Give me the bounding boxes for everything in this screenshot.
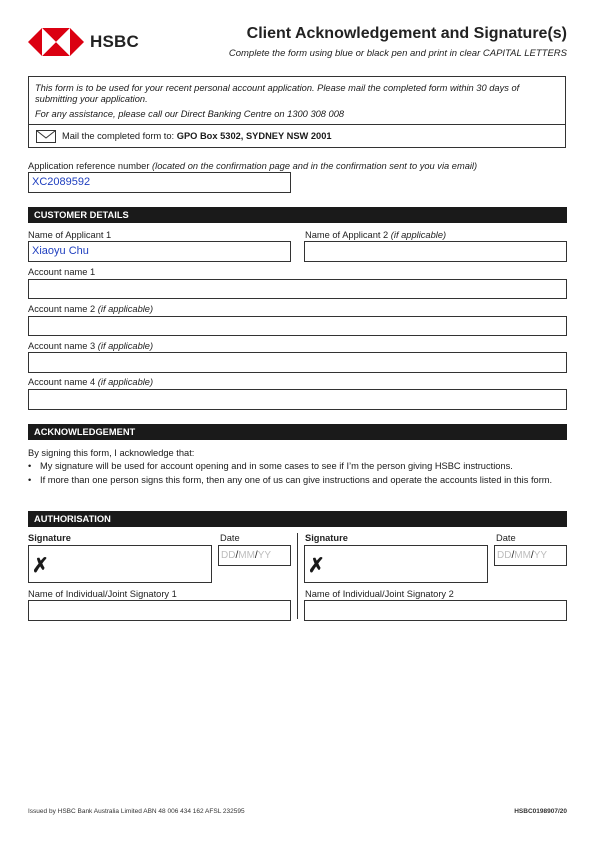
account2-label: Account name 2 (if applicable): [28, 304, 154, 314]
date2-yy: YY: [533, 550, 548, 561]
date1-yy: YY: [257, 550, 272, 561]
column-divider: [297, 533, 298, 619]
brand-name: HSBC: [90, 32, 139, 51]
signature2-label: Signature: [305, 533, 348, 543]
page-title: Client Acknowledgement and Signature(s): [246, 25, 567, 42]
bullet-dot-2: •: [28, 475, 32, 485]
acknowledgement-bullet-2: If more than one person signs this form, then any one of us can give instructions and operate the accounts listed in this form.: [40, 475, 553, 485]
hsbc-hexagon-logo: [28, 28, 84, 56]
page-subtitle: Complete the form using blue or black pen and print in clear CAPITAL LETTERS: [228, 48, 567, 59]
notice-intro: This form is to be used for your recent personal account application. Please mail the completed form within 30 days of submitting your application.: [35, 83, 520, 104]
signature2-x-mark: ✗: [308, 555, 325, 577]
acknowledgement-bullet-1: My signature will be used for account opening and in some cases to see if I’m the person giving HSBC instructions.: [40, 461, 513, 471]
section-authorisation: AUTHORISATION: [28, 511, 567, 527]
mail-label: Mail the completed form to:: [62, 131, 177, 141]
account4-label: Account name 4 (if applicable): [28, 377, 154, 387]
acknowledgement-intro: By signing this form, I acknowledge that:: [28, 448, 195, 458]
date1-mm: MM: [238, 550, 255, 561]
signature1-box[interactable]: [28, 545, 212, 583]
account3-field[interactable]: [28, 352, 567, 373]
date1-separator: /: [254, 550, 258, 561]
applicant1-label: Name of Applicant 1: [28, 230, 112, 240]
account3-label: Account name 3 (if applicable): [28, 341, 154, 351]
date1-separator: /: [235, 550, 239, 561]
bullet-dot-1: •: [28, 461, 32, 471]
signature1-x-mark: ✗: [32, 555, 49, 577]
date2-field[interactable]: [494, 545, 567, 566]
date2-label: Date: [496, 533, 516, 543]
date2-dd: DD: [497, 550, 512, 561]
account4-field[interactable]: [28, 389, 567, 410]
signature2-box[interactable]: [304, 545, 488, 583]
application-reference-field[interactable]: [28, 172, 291, 193]
date1-label: Date: [220, 533, 240, 543]
notice-divider: [29, 124, 565, 125]
account1-label: Account name 1: [28, 267, 96, 277]
date2-mm: MM: [514, 550, 531, 561]
signatory1-name-label: Name of Individual/Joint Signatory 1: [28, 589, 177, 599]
application-reference-value: XC2089592: [32, 176, 91, 188]
applicant2-label: Name of Applicant 2 (if applicable): [305, 230, 447, 240]
application-reference-hint: (located on the confirmation page and in the confirmation sent to you via email): [152, 161, 478, 171]
signature1-label: Signature: [28, 533, 71, 543]
applicant1-value: Xiaoyu Chu: [32, 245, 89, 257]
envelope-icon: [36, 130, 56, 143]
date1-dd: DD: [221, 550, 236, 561]
signatory1-name-field[interactable]: [28, 600, 291, 621]
section-acknowledgement: ACKNOWLEDGEMENT: [28, 424, 567, 440]
account1-field[interactable]: [28, 279, 567, 299]
date1-field[interactable]: [218, 545, 291, 566]
section-customer-details: CUSTOMER DETAILS: [28, 207, 567, 223]
mail-address: GPO Box 5302, SYDNEY NSW 2001: [176, 131, 332, 141]
notice-assistance: For any assistance, please call our Direct Banking Centre on 1300 308 008: [35, 109, 345, 119]
footer-issuer: Issued by HSBC Bank Australia Limited ABN 48 006 434 162 AFSL 232595: [28, 808, 245, 815]
signatory2-name-label: Name of Individual/Joint Signatory 2: [305, 589, 454, 599]
notice-box: [28, 76, 566, 148]
signatory2-name-field[interactable]: [304, 600, 567, 621]
footer-form-code: HSBC0198907/20: [514, 808, 567, 815]
mail-instruction: [62, 131, 332, 141]
applicant1-field[interactable]: [28, 241, 291, 262]
account2-field[interactable]: [28, 316, 567, 336]
applicant2-field[interactable]: [304, 241, 567, 262]
date2-separator: /: [530, 550, 534, 561]
date2-separator: /: [511, 550, 515, 561]
application-reference-label: Application reference number (located on the confirmation page and in the confirmation sent to you via email): [28, 161, 478, 171]
